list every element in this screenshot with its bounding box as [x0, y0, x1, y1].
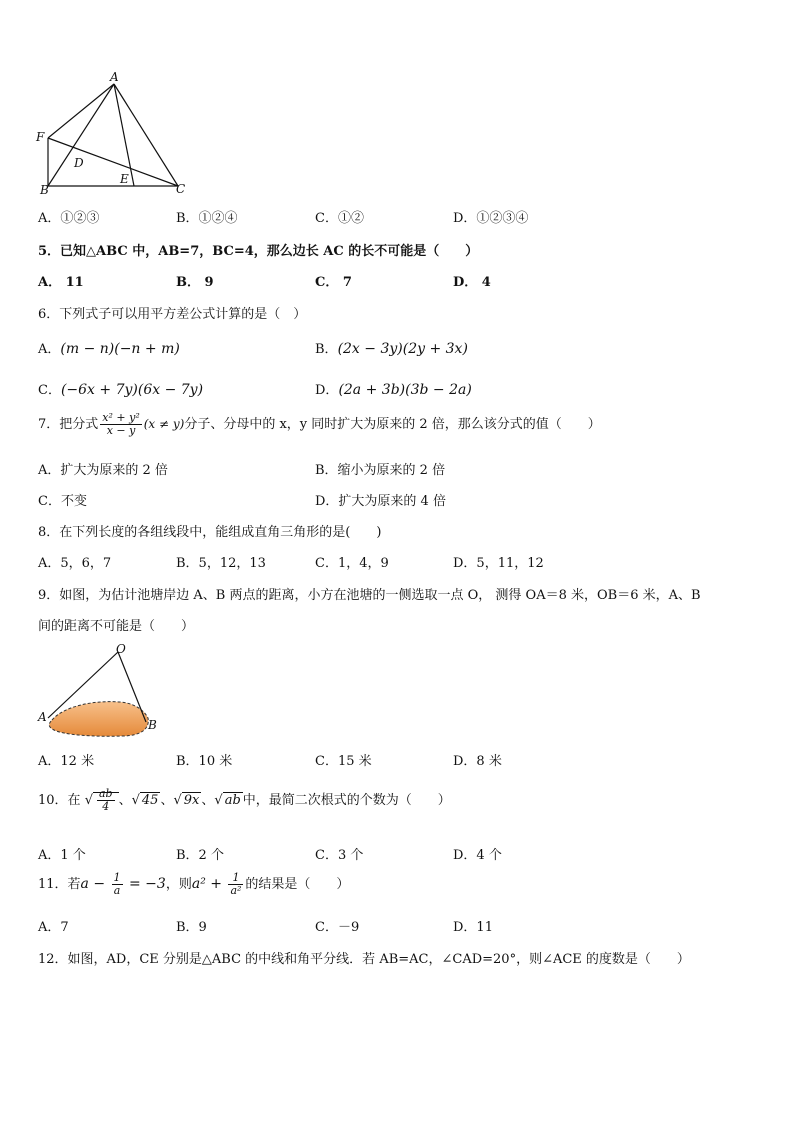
q7-option-d: D．扩大为原来的 4 倍	[315, 494, 446, 509]
edge-af	[48, 84, 114, 138]
q6-option-d-expr: (2a + 3b)(3b − 2a)	[338, 382, 472, 398]
q11-minus: −	[88, 876, 110, 892]
q11-prefix: 11．若	[38, 877, 81, 892]
triangle-figure	[30, 70, 190, 198]
q11-frac-1-num: 1	[113, 871, 121, 884]
q5-stem: 5．已知△ABC 中，AB=7，BC=4，那么边长 AC 的长不可能是（ ）	[38, 244, 479, 259]
edge-ab	[48, 84, 114, 186]
q10-sep-2: 、	[160, 793, 174, 808]
q10-sep-3: 、	[201, 793, 215, 808]
q10-suffix: 中，最简二次根式的个数为（ ）	[242, 793, 451, 808]
q10-option-b: B．2 个	[176, 848, 224, 863]
q7-option-b: B．缩小为原来的 2 倍	[315, 463, 446, 478]
q10-r2: 45	[141, 793, 159, 808]
label-d: D	[74, 156, 84, 170]
q9-stem-line2: 间的距离不可能是（ ）	[38, 619, 195, 634]
q4-option-c: C．①②	[315, 211, 364, 226]
q5-option-d: D． 4	[453, 275, 491, 290]
q11-plus: +	[205, 876, 227, 892]
q7-condition: (x ≠ y)	[143, 417, 185, 431]
q8-option-b: B．5，12，13	[176, 556, 266, 571]
q11-frac-2-num: 1	[228, 872, 243, 885]
q8-stem: 8．在下列长度的各组线段中，能组成直角三角形的是( )	[38, 525, 382, 540]
q11-frac-1	[112, 872, 123, 897]
q4-option-a: A．①②③	[38, 211, 100, 226]
q6-option-a	[38, 338, 180, 357]
q6-option-d	[315, 379, 472, 398]
q10-prefix: 10．在	[38, 793, 81, 808]
q7-option-c: C．不变	[38, 494, 87, 509]
q9-option-b: B．10 米	[176, 754, 233, 769]
q10-radical-2: √ 45	[131, 793, 159, 808]
q6-option-c-letter: C．	[38, 383, 61, 398]
q8-option-c: C．1，4，9	[315, 556, 389, 571]
q11-eq: = −3	[124, 876, 166, 892]
pond-figure-svg	[34, 640, 164, 740]
q10-radical-1: √ $\frac{ab}{4}$	[85, 788, 119, 813]
q7-frac-num: x² + y²	[102, 411, 140, 424]
q6-option-a-letter: A．	[38, 342, 61, 357]
q10-r3: 9x	[183, 793, 200, 808]
q10-r1-num: ab	[98, 787, 113, 800]
q4-option-d: D．①②③④	[453, 211, 529, 226]
q10-r1-den: 4	[102, 800, 110, 813]
q7-option-a: A．扩大为原来的 2 倍	[38, 463, 168, 478]
q10-option-c: C．3 个	[315, 848, 364, 863]
label-b: B	[40, 183, 49, 197]
q10-r1-frac	[97, 788, 115, 813]
q6-option-c-expr: (−6x + 7y)(6x − 7y)	[60, 382, 204, 398]
q7-suffix: 分子、分母中的 x，y 同时扩大为原来的 2 倍，那么该分式的值（ ）	[184, 417, 601, 432]
q11-frac-2	[228, 872, 243, 897]
q4-option-b: B．①②④	[176, 211, 238, 226]
q6-option-b-expr: (2x − 3y)(2y + 3x)	[337, 341, 468, 357]
q7-fraction	[100, 412, 141, 437]
edge-fc	[48, 138, 178, 186]
q11-stem	[38, 872, 349, 897]
q11-then: ，则	[165, 877, 192, 892]
triangle-figure-svg	[30, 76, 190, 198]
label-pond-a: A	[38, 710, 47, 724]
q12-stem: 12．如图，AD，CE 分别是△ABC 的中线和角平分线．若 AB=AC，∠CAD=20°，则∠ACE 的度数是（ ）	[38, 952, 690, 967]
q11-option-a: A．7	[38, 920, 69, 935]
q5-option-a: A． 11	[38, 275, 84, 290]
q10-stem	[38, 788, 451, 813]
q11-suffix: 的结果是（ ）	[245, 877, 350, 892]
q10-radical-4: √ ab	[214, 793, 241, 808]
label-c: C	[176, 182, 186, 196]
q11-frac-1-den: a	[113, 884, 121, 897]
q11-a2: a²	[191, 876, 206, 892]
q5-option-b: B． 9	[176, 275, 214, 290]
q5-option-c: C． 7	[315, 275, 352, 290]
q6-stem: 6．下列式子可以用平方差公式计算的是（ ）	[38, 307, 307, 322]
q7-stem	[38, 412, 601, 437]
q11-option-d: D．11	[453, 920, 493, 935]
q7-prefix: 7．把分式	[38, 417, 99, 432]
label-o: O	[116, 642, 126, 656]
q9-option-c: C．15 米	[315, 754, 372, 769]
q10-sep-1: 、	[118, 793, 132, 808]
pond-figure	[34, 640, 164, 740]
q10-radical-3: √ 9x	[173, 793, 200, 808]
q7-frac-den: x − y	[106, 424, 136, 437]
q11-option-b: B．9	[176, 920, 207, 935]
q9-stem-line1: 9．如图，为估计池塘岸边 A、B 两点的距离，小方在池塘的一侧选取一点 O， 测得 OA＝8 米，OB＝6 米，A、B	[38, 588, 701, 603]
pond-shape	[49, 702, 148, 737]
q8-option-a: A．5，6，7	[38, 556, 112, 571]
q6-option-a-expr: (m − n)(−n + m)	[60, 341, 180, 357]
label-f: F	[36, 130, 45, 144]
q6-option-b	[315, 338, 468, 357]
q10-option-d: D．4 个	[453, 848, 502, 863]
q9-option-a: A．12 米	[38, 754, 95, 769]
q6-option-d-letter: D．	[315, 383, 339, 398]
q8-option-d: D．5，11，12	[453, 556, 544, 571]
q11-frac-2-den: a²	[230, 884, 242, 897]
q6-option-b-letter: B．	[315, 342, 338, 357]
label-a: A	[110, 70, 119, 84]
q11-a: a	[80, 876, 89, 892]
q10-option-a: A．1 个	[38, 848, 86, 863]
q9-option-d: D．8 米	[453, 754, 502, 769]
q11-option-c: C．－9	[315, 920, 360, 935]
q6-option-c	[38, 379, 203, 398]
label-e: E	[120, 172, 129, 186]
label-pond-b: B	[148, 718, 157, 732]
q10-r4: ab	[224, 793, 241, 808]
